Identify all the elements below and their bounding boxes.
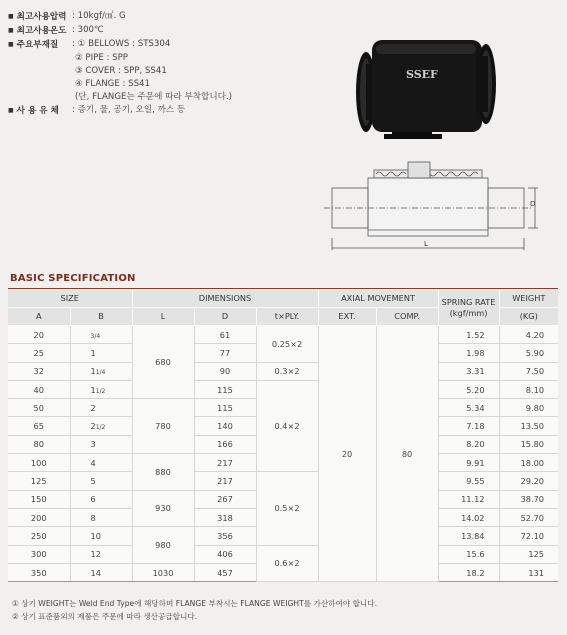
cell-a: 65 <box>8 417 70 435</box>
cell-a: 125 <box>8 472 70 490</box>
col-b: B <box>70 308 132 326</box>
cell-weight: 52.70 <box>499 508 558 526</box>
cell-t: 0.25×2 <box>256 326 318 363</box>
cell-a: 200 <box>8 508 70 526</box>
table-row <box>8 362 558 380</box>
cell-rate: 1.98 <box>438 344 499 362</box>
material-note: (단, FLANGE는 주문에 따라 부착합니다.) <box>75 92 233 102</box>
spec-value: : 10kgf/㎠. G <box>72 11 126 21</box>
cell-l: 930 <box>132 490 194 527</box>
cell-b-whole: 1 <box>90 366 96 377</box>
cell-weight: 4.20 <box>499 326 558 344</box>
cell-d: 406 <box>194 545 256 563</box>
cell-a: 150 <box>8 490 70 508</box>
table-row <box>8 545 558 563</box>
head-dimensions: DIMENSIONS <box>132 290 318 308</box>
cell-d: 356 <box>194 527 256 545</box>
cell-a: 300 <box>8 545 70 563</box>
cell-b-whole: 1 <box>90 384 96 395</box>
spec-value: : 증기, 물, 공기, 오일, 까스 등 <box>72 105 186 115</box>
cell-d: 267 <box>194 490 256 508</box>
cell-l: 680 <box>132 326 194 399</box>
cell-rate: 9.91 <box>438 454 499 472</box>
cell-b <box>70 380 132 398</box>
cell-t: 0.5×2 <box>256 472 318 545</box>
cell-d: 140 <box>194 417 256 435</box>
head-weight: WEIGHT <box>499 290 558 308</box>
head-axial: AXIAL MOVEMENT <box>318 290 438 308</box>
cell-b-whole: 2 <box>90 402 96 413</box>
cell-weight: 13.50 <box>499 417 558 435</box>
cell-b <box>70 417 132 435</box>
spec-value: : 300℃ <box>72 25 104 35</box>
cell-b-whole: 5 <box>90 476 96 487</box>
cell-b <box>70 435 132 453</box>
head-weight-unit: (KG) <box>499 308 558 326</box>
title-divider <box>8 288 558 289</box>
cell-l: 780 <box>132 399 194 454</box>
cell-d: 61 <box>194 326 256 344</box>
cell-d: 166 <box>194 435 256 453</box>
cell-b <box>70 508 132 526</box>
table-row <box>8 326 558 344</box>
cell-b <box>70 362 132 380</box>
cell-comp: 80 <box>376 326 438 582</box>
cell-b-whole: 4 <box>90 457 96 468</box>
cell-weight: 15.80 <box>499 435 558 453</box>
col-comp: COMP. <box>376 308 438 326</box>
cell-b <box>70 563 132 581</box>
spec-label: ■ 주요부재질 <box>8 38 72 52</box>
cell-b-fraction: 3/4 <box>90 332 101 340</box>
cell-l: 980 <box>132 527 194 564</box>
cell-b <box>70 326 132 344</box>
spec-summary <box>8 10 232 118</box>
cell-d: 217 <box>194 454 256 472</box>
cell-b <box>70 399 132 417</box>
material-pipe: ② PIPE : SPP <box>75 53 128 63</box>
spec-row-pressure <box>8 10 232 24</box>
cell-l: 1030 <box>132 563 194 581</box>
footnote-2: ② 상기 표준품외의 제품은 주문에 따라 생산공급합니다. <box>12 612 198 621</box>
cell-rate: 5.20 <box>438 380 499 398</box>
col-ext: EXT. <box>318 308 376 326</box>
section-title: BASIC SPECIFICATION <box>10 273 136 284</box>
cell-b-fraction: 1/4 <box>95 369 106 377</box>
cell-t: 0.3×2 <box>256 362 318 380</box>
cell-t: 0.4×2 <box>256 380 318 471</box>
cell-b-whole: 8 <box>90 512 96 523</box>
material-cover: ③ COVER : SPP, SS41 <box>75 66 167 76</box>
cell-rate: 5.34 <box>438 399 499 417</box>
dim-label-d: D <box>530 200 536 208</box>
cell-b-whole: 14 <box>90 567 101 578</box>
cell-b-whole: 2 <box>90 421 96 432</box>
cell-a: 350 <box>8 563 70 581</box>
cell-b-whole: 1 <box>90 347 96 358</box>
cell-rate: 11.12 <box>438 490 499 508</box>
cell-weight: 7.50 <box>499 362 558 380</box>
cell-weight: 29.20 <box>499 472 558 490</box>
cell-b <box>70 490 132 508</box>
cell-d: 457 <box>194 563 256 581</box>
cell-rate: 18.2 <box>438 563 499 581</box>
cell-weight: 18.00 <box>499 454 558 472</box>
cell-b <box>70 454 132 472</box>
col-d: D <box>194 308 256 326</box>
cell-b <box>70 545 132 563</box>
cell-a: 32 <box>8 362 70 380</box>
cell-a: 100 <box>8 454 70 472</box>
footnote-1: ① 상기 WEIGHT는 Weld End Type에 해당하며 FLANGE 부착시는 FLANGE WEIGHT를 가산하여야 합니다. <box>12 599 377 608</box>
cell-weight: 72.10 <box>499 527 558 545</box>
spec-row-temperature <box>8 24 232 38</box>
cell-b <box>70 472 132 490</box>
cell-weight: 9.80 <box>499 399 558 417</box>
cell-weight: 38.70 <box>499 490 558 508</box>
cell-t: 0.6×2 <box>256 545 318 582</box>
spec-label: ■ 사 용 유 체 <box>8 104 72 118</box>
cell-weight: 131 <box>499 563 558 581</box>
cell-a: 20 <box>8 326 70 344</box>
material-flange: ④ FLANGE : SS41 <box>75 79 150 89</box>
cell-d: 77 <box>194 344 256 362</box>
cell-a: 50 <box>8 399 70 417</box>
cell-l: 880 <box>132 454 194 491</box>
cell-b-fraction: 1/2 <box>95 387 106 395</box>
spec-label: ■ 최고사용온도 <box>8 24 72 38</box>
cell-a: 80 <box>8 435 70 453</box>
cell-weight: 8.10 <box>499 380 558 398</box>
cell-b-whole: 3 <box>90 439 96 450</box>
spec-value: : ① BELLOWS : STS304 <box>72 39 171 49</box>
spec-table <box>8 290 558 582</box>
cell-d: 115 <box>194 399 256 417</box>
table-row <box>8 380 558 398</box>
cell-rate: 14.02 <box>438 508 499 526</box>
product-logo: SSEF <box>406 68 438 81</box>
cell-b <box>70 527 132 545</box>
cell-b <box>70 344 132 362</box>
dimension-drawing <box>318 158 544 256</box>
cell-a: 250 <box>8 527 70 545</box>
cell-d: 318 <box>194 508 256 526</box>
cell-rate: 1.52 <box>438 326 499 344</box>
spec-row-fluids <box>8 104 232 118</box>
cell-weight: 5.90 <box>499 344 558 362</box>
cell-rate: 3.31 <box>438 362 499 380</box>
dim-label-l: L <box>424 240 428 248</box>
cell-a: 25 <box>8 344 70 362</box>
cell-weight: 125 <box>499 545 558 563</box>
cell-d: 115 <box>194 380 256 398</box>
cell-b-whole: 6 <box>90 494 96 505</box>
cell-rate: 8.20 <box>438 435 499 453</box>
cell-d: 90 <box>194 362 256 380</box>
head-size: SIZE <box>8 290 132 308</box>
cell-d: 217 <box>194 472 256 490</box>
cell-rate: 15.6 <box>438 545 499 563</box>
col-t: t×PLY. <box>256 308 318 326</box>
col-a: A <box>8 308 70 326</box>
cell-b-whole: 10 <box>90 530 101 541</box>
product-photo <box>336 28 512 156</box>
spec-row-materials <box>8 38 232 52</box>
footnotes <box>12 597 377 623</box>
cell-rate: 13.84 <box>438 527 499 545</box>
cell-b-whole: 12 <box>90 549 101 560</box>
cell-b-fraction: 1/2 <box>95 424 106 432</box>
cell-ext: 20 <box>318 326 376 582</box>
cell-rate: 7.18 <box>438 417 499 435</box>
col-l: L <box>132 308 194 326</box>
head-spring: SPRING RATE (kgf/mm) <box>438 290 499 326</box>
cell-a: 40 <box>8 380 70 398</box>
cell-rate: 9.55 <box>438 472 499 490</box>
spec-label: ■ 최고사용압력 <box>8 10 72 24</box>
spec-table-body <box>8 326 558 582</box>
table-row <box>8 472 558 490</box>
